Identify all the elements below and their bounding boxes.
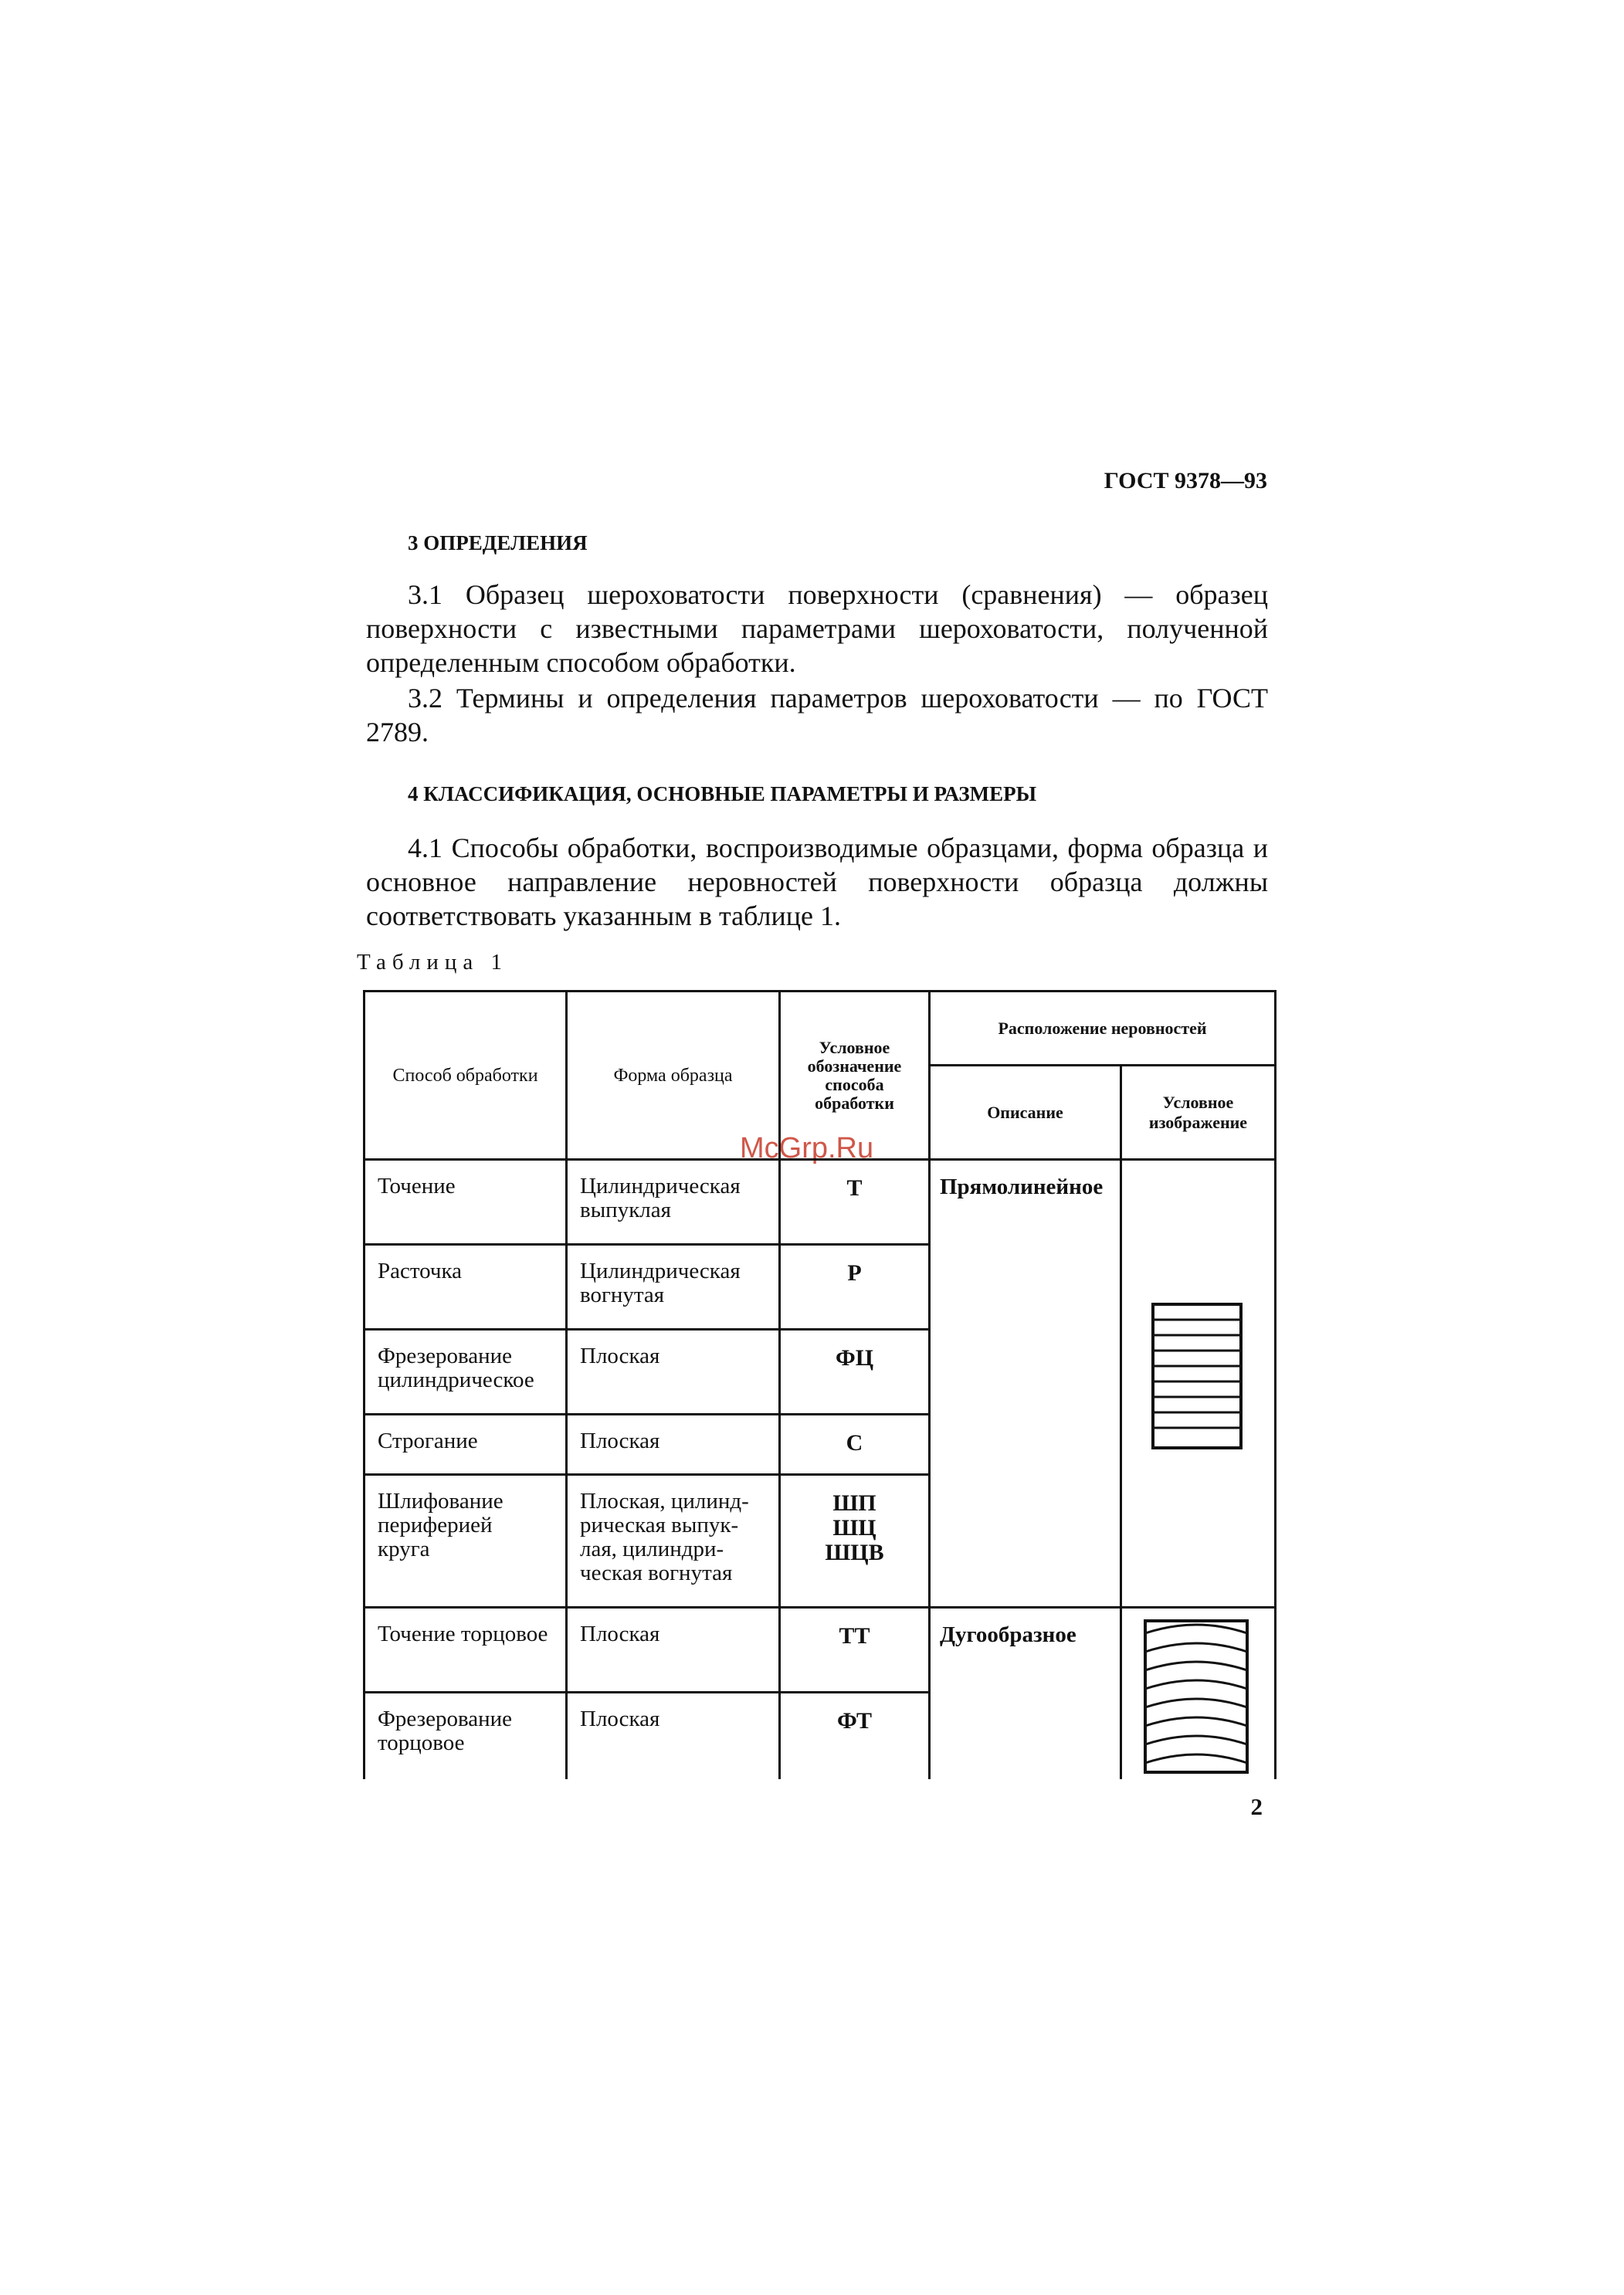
cell-method: Точение [378,1174,456,1198]
cell-code: ФЦ [835,1345,874,1371]
header-description: Описание [930,1066,1121,1160]
arc-lines-pattern-icon [1144,1619,1249,1774]
cell-method: Фрезерование торцовое [378,1707,513,1755]
paragraph-3-1: 3.1 Образец шероховатости поверхности (сравнения) — образец поверхности с известными параметрами шероховатости, полученной определенным способом обработки. [366,579,1268,678]
cell-method: Строгание [378,1429,478,1453]
cell-code: С [846,1430,863,1456]
section-3-title: 3 ОПРЕДЕЛЕНИЯ [408,531,588,554]
cell-form: Цилиндрическая вогнутая [580,1259,741,1307]
cell-method: Точение торцовое [378,1622,548,1646]
table-row [364,1608,1276,1693]
cell-form: Плоская [580,1344,660,1368]
table-caption: Таблица 1 [357,950,509,975]
cell-form: Цилиндрическая выпуклая [580,1174,741,1222]
cell-code: Р [847,1260,862,1286]
arc-lines-image-cell [1121,1608,1276,1779]
cell-form: Плоская [580,1707,660,1731]
header-code: Условное обозначение способа обработки [780,992,930,1160]
page-number: 2 [1250,1793,1263,1820]
cell-description: Прямолинейное [940,1175,1104,1199]
header-method: Способ обработки [364,992,567,1160]
cell-method: Расточка [378,1259,463,1283]
cell-code: ШП ШЦ ШЦВ [825,1490,884,1565]
header-form: Форма образца [567,992,780,1160]
document-id: ГОСТ 9378—93 [1104,468,1267,493]
table-1 [363,990,1276,1779]
paragraph-3-2: 3.2 Термины и определения параметров шероховатости — по ГОСТ 2789. [366,683,1268,747]
cell-form: Плоская [580,1429,660,1453]
paragraph-4-1: 4.1 Способы обработки, воспроизводимые образцами, форма образца и основное направление неровностей поверхности образца должны соответствовать указанным в таблице 1. [366,832,1268,931]
cell-code: ТТ [839,1623,870,1649]
cell-code: ФТ [836,1708,873,1734]
section-4-title: 4 КЛАССИФИКАЦИЯ, ОСНОВНЫЕ ПАРАМЕТРЫ И РАЗМЕРЫ [408,782,1037,805]
straight-lines-image-cell [1121,1160,1276,1608]
header-image: Условное изображение [1121,1066,1276,1160]
cell-method: Шлифование периферией круга [378,1489,503,1561]
header-location: Расположение неровностей [930,992,1276,1066]
cell-description: Дугообразное [940,1622,1076,1647]
watermark: McGrp.Ru [740,1132,874,1164]
straight-lines-pattern-icon [1151,1303,1243,1449]
cell-code: Т [846,1175,863,1201]
cell-method: Фрезерование цилиндрическое [378,1344,534,1392]
cell-form: Плоская [580,1622,660,1646]
cell-form: Плоская, цилинд-рическая выпук-лая, цилиндри-ческая вогнутая [580,1489,749,1585]
table-row [364,1160,1276,1245]
